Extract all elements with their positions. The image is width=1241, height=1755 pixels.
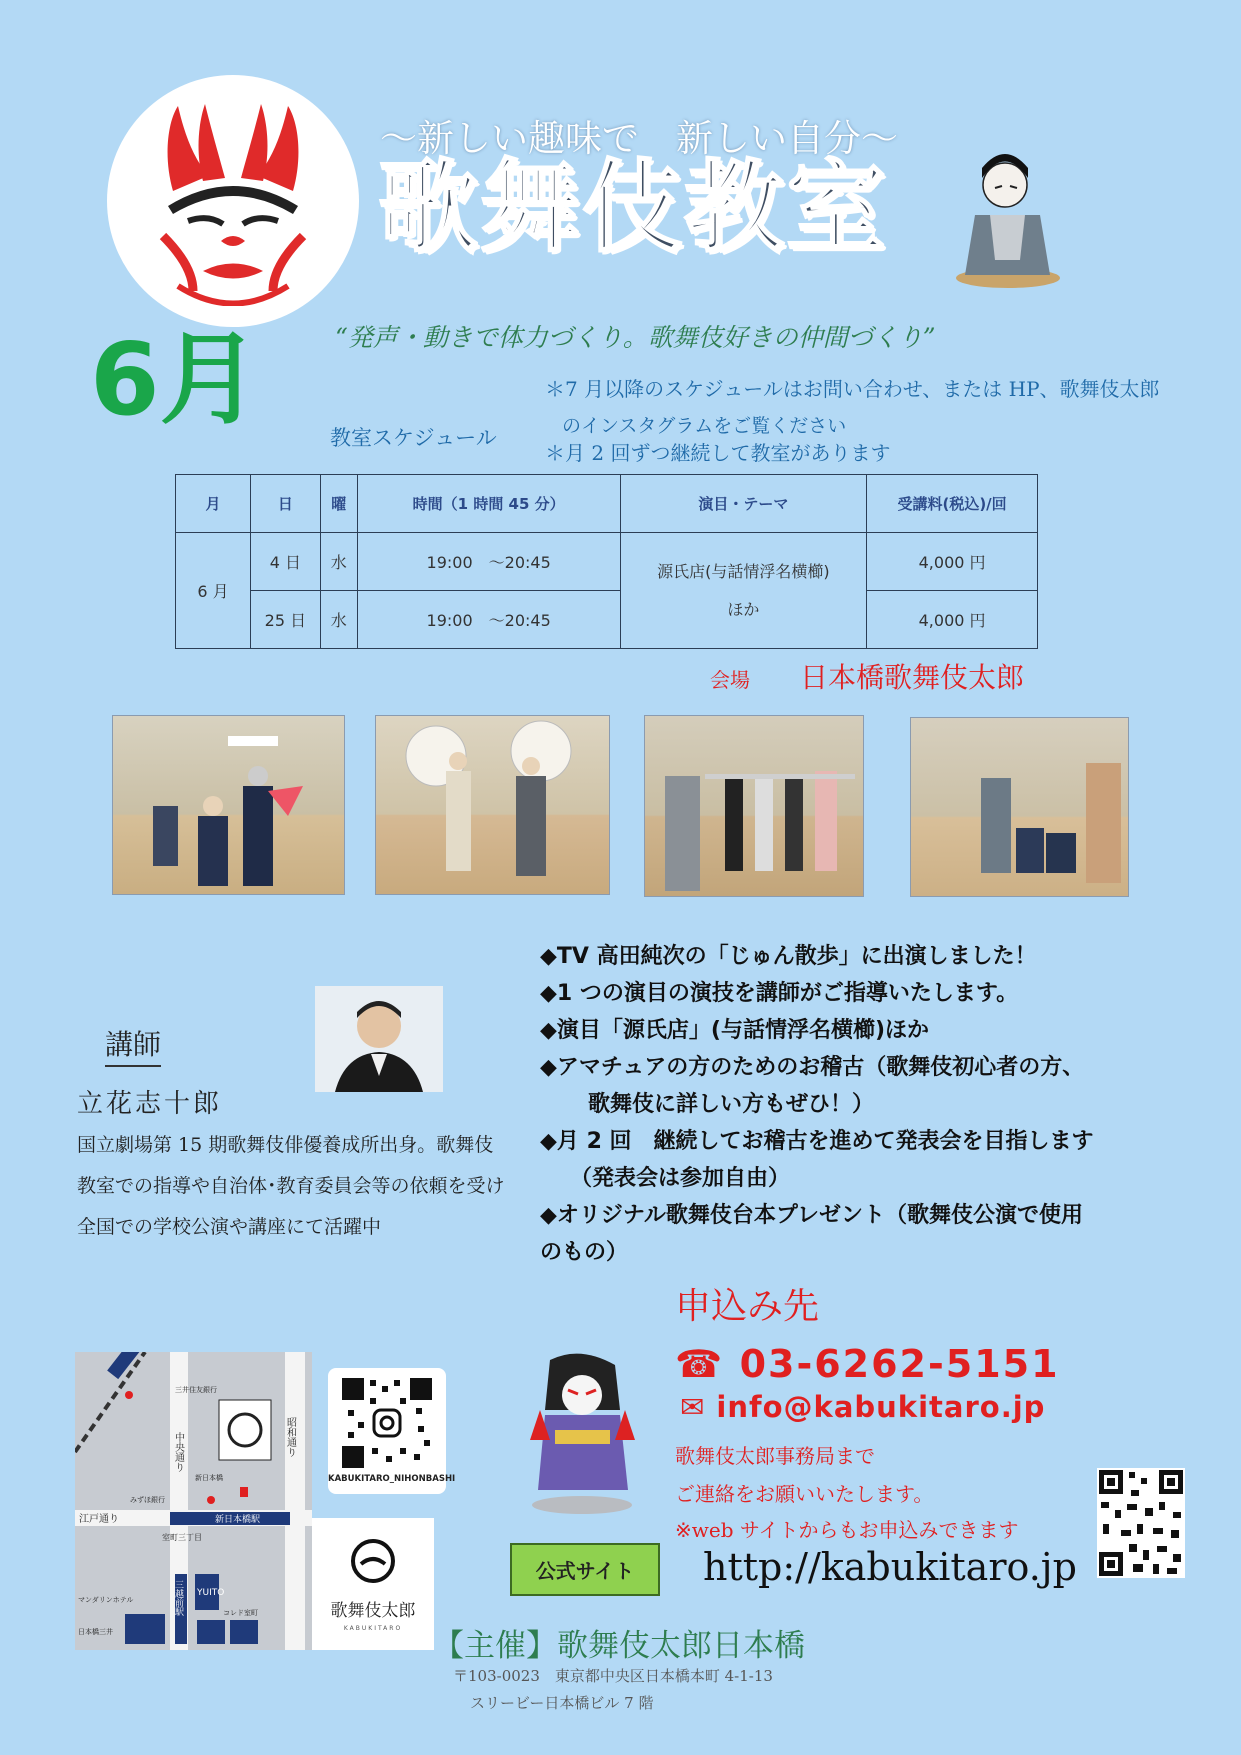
subtitle: 〜新しい趣味で 新しい自分〜 — [380, 117, 898, 160]
list-item: （発表会は参加自由） — [570, 1166, 791, 1191]
program-line-2: ほか — [727, 599, 760, 619]
map-icon — [75, 1352, 312, 1650]
instructor-name: 立花志十郎 — [77, 1089, 223, 1119]
contact-note-2: ご連絡をお願いいたします。 — [675, 1482, 934, 1506]
phone-icon: ☎ — [675, 1342, 725, 1386]
map-label: 江戸通り — [79, 1514, 119, 1525]
map-label: コレド室町 — [223, 1609, 258, 1617]
contact-note-1: 歌舞伎太郎事務局まで — [675, 1444, 875, 1468]
phone-text: 03-6262-5151 — [739, 1342, 1060, 1386]
address-line-2: スリービー日本橋ビル 7 階 — [470, 1694, 654, 1712]
header-fee: 受講料(税込)/回 — [867, 475, 1038, 533]
instructor-bio: 国立劇場第 15 期歌舞伎俳優養成所出身。歌舞伎教室での指導や自治体･教育委員会等の依頼を受け全国での学校公演や講座にて活躍中 — [77, 1134, 505, 1238]
cell-weekday: 水 — [320, 591, 357, 649]
qr-code-icon — [328, 1368, 446, 1474]
class-photo-4 — [910, 717, 1129, 897]
month-heading: 6月 — [90, 321, 260, 438]
qr-code-icon — [1097, 1468, 1185, 1578]
cell-program — [620, 533, 867, 649]
cell-fee: 4,000 円 — [867, 591, 1038, 649]
instructor-label: 講師 — [105, 1023, 161, 1067]
map-label: みずほ銀行 — [130, 1496, 165, 1504]
schedule-note-2: ＊月 2 回ずつ継続して教室があります — [545, 441, 891, 465]
schedule-label: 教室スケジュール — [330, 426, 497, 450]
tagline: “発声・動きで体力づくり。歌舞伎好きの仲間づくり” — [335, 323, 936, 352]
actor-illustration — [950, 140, 1065, 290]
header-weekday: 曜 — [320, 475, 357, 533]
map-label: 昭和通り — [284, 1417, 296, 1457]
venue-label: 会場 — [710, 668, 750, 692]
cell-month: 6 月 — [176, 533, 251, 649]
list-item: ◆1 つの演目の演技を講師がご指導いたします。 — [540, 981, 1019, 1006]
contact-note-3: ※web サイトからもお申込みできます — [675, 1518, 1019, 1542]
kumadori-mask-icon — [133, 96, 333, 306]
schedule-table — [175, 474, 1038, 649]
cell-time: 19:00 〜20:45 — [357, 591, 620, 649]
kabuki-mask-logo — [107, 75, 359, 327]
email-address[interactable] — [680, 1390, 1045, 1424]
map-label: 日本橋三井 — [78, 1628, 113, 1636]
list-item: ◆演目「源氏店」(与話情浮名横櫛)ほか — [540, 1018, 930, 1043]
cell-weekday: 水 — [320, 533, 357, 591]
official-site-button[interactable]: 公式サイト — [510, 1543, 660, 1596]
list-item: ◆月 2 回 継続してお稽古を進めて発表会を目指します — [540, 1129, 1094, 1154]
kabuki-character-icon — [520, 1350, 640, 1515]
map-label: 中央通り — [172, 1432, 184, 1472]
map-label: YUITO — [197, 1588, 225, 1598]
schedule-note-1-cont: のインスタグラムをご覧ください — [562, 415, 847, 437]
kabuki-figure-illustration — [520, 1350, 640, 1515]
class-photo-3 — [644, 715, 864, 897]
map-label: 室町三丁目 — [162, 1533, 202, 1542]
class-photo-2 — [375, 715, 610, 895]
site-url-link[interactable]: http://kabukitaro.jp — [703, 1545, 1077, 1589]
header-program: 演目・テーマ — [620, 475, 867, 533]
mail-icon: ✉ — [680, 1390, 706, 1424]
parasol-dancers-icon — [376, 716, 610, 895]
map-label: 三井住友銀行 — [175, 1386, 217, 1394]
header-day: 日 — [250, 475, 320, 533]
table-header-row — [176, 475, 1038, 533]
map-label: 三越前駅 — [173, 1580, 183, 1616]
program-line-1: 源氏店(与話情浮名横櫛) — [657, 561, 830, 581]
table-row — [176, 591, 1038, 649]
group-exercise-icon — [645, 716, 864, 897]
list-item: ◆TV 高田純次の「じゅん散歩」に出演しました！ — [540, 944, 1037, 969]
map-label: 新日本橋 — [195, 1474, 223, 1482]
dancers-photo-icon — [113, 716, 345, 895]
portrait-icon — [315, 986, 443, 1092]
map-label: 新日本橋駅 — [215, 1515, 261, 1525]
page-title: 歌舞伎教室 — [378, 149, 888, 266]
list-item: 歌舞伎に詳しい方もぜひ！） — [588, 1092, 875, 1117]
instagram-caption: KABUKITARO_NIHONBASHI — [328, 1474, 456, 1484]
list-item: ◆オリジナル歌舞伎台本プレゼント（歌舞伎公演で使用 — [540, 1203, 1083, 1228]
list-item: のもの） — [540, 1240, 629, 1265]
table-row — [176, 533, 1038, 591]
email-text: info@kabukitaro.jp — [716, 1390, 1046, 1424]
venue-name: 日本橋歌舞伎太郎 — [800, 661, 1025, 694]
map-label: マンダリンホテル — [78, 1596, 134, 1604]
header-month: 月 — [176, 475, 251, 533]
kneeling-students-icon — [911, 718, 1129, 897]
logo-mark-icon — [348, 1536, 398, 1586]
class-photo-1 — [112, 715, 345, 895]
cell-fee: 4,000 円 — [867, 533, 1038, 591]
access-map — [75, 1352, 312, 1650]
cell-time: 19:00 〜20:45 — [357, 533, 620, 591]
header-time: 時間（1 時間 45 分） — [357, 475, 620, 533]
phone-number[interactable] — [675, 1342, 1060, 1386]
schedule-note-1: ＊7 月以降のスケジュールはお問い合わせ、または HP、歌舞伎太郎 — [545, 377, 1160, 401]
cell-day: 25 日 — [250, 591, 320, 649]
website-qr-code[interactable] — [1097, 1468, 1185, 1578]
kabuki-actor-icon — [950, 140, 1065, 290]
instructor-photo — [315, 986, 443, 1092]
application-label: 申込み先 — [675, 1286, 820, 1327]
address-line-1: 〒103-0023 東京都中央区日本橋本町 4-1-13 — [453, 1667, 773, 1685]
organizer: 【主催】歌舞伎太郎日本橋 — [433, 1628, 805, 1664]
feature-list — [540, 938, 1180, 1271]
logo-sub: KABUKITARO — [343, 1625, 403, 1632]
logo-name: 歌舞伎太郎 — [330, 1601, 416, 1621]
list-item: ◆アマチュアの方のためのお稽古（歌舞伎初心者の方、 — [540, 1055, 1085, 1080]
cell-day: 4 日 — [250, 533, 320, 591]
kabukitaro-logo — [312, 1518, 434, 1650]
